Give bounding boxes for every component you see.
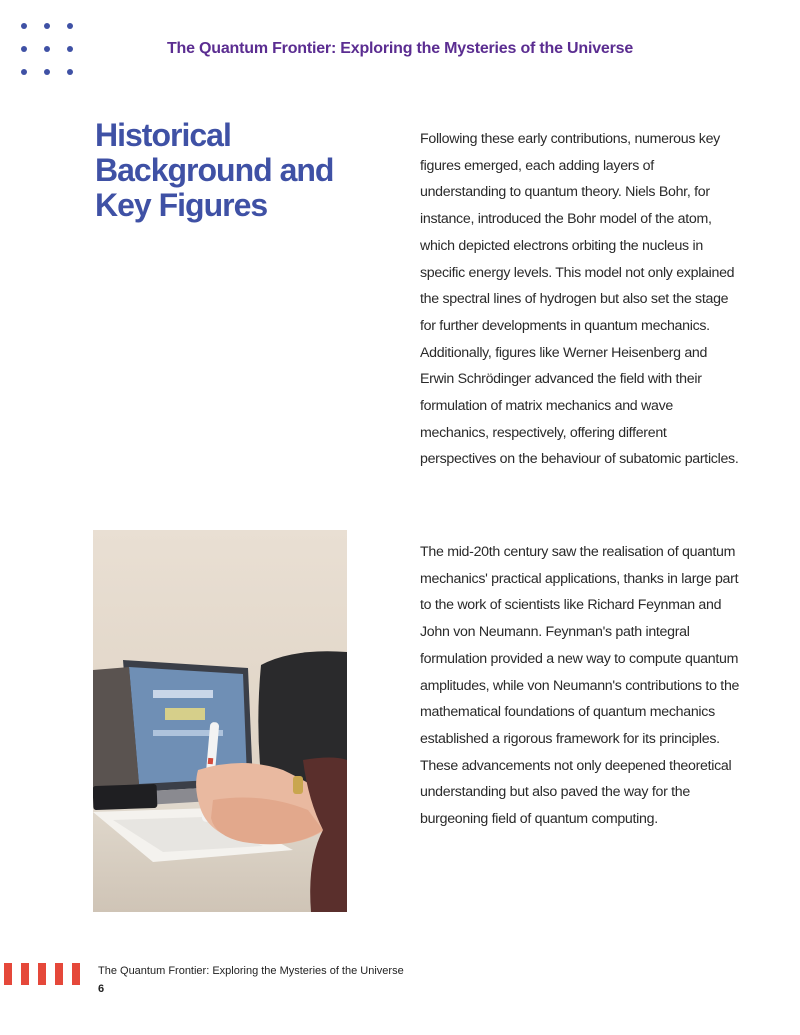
striped-bars-icon <box>4 963 80 985</box>
body-paragraph-1: Following these early contributions, numerous key figures emerged, each adding layers of understanding to quantum theory. Niels Bohr, for instance, introduced the Bohr model of the atom, which depicted electrons orbiting the nucleus in specific energy levels. This model not only explained the spectral lines of hydrogen but also set the stage for further developments in quantum mechanics. Additionally, figures like Werner Heisenberg and Erwin Schrödinger advanced the field with their formulation of matrix mechanics and wave mechanics, respectively, offering different perspectives on the behaviour of subatomic particles. <box>420 131 739 468</box>
body-paragraph-2: The mid-20th century saw the realisation of quantum mechanics' practical applications, thanks in large part to the work of scientists like Richard Feynman and John von Neumann. Feynman's path integral formulation provided a new way to compute quantum amplitudes, while von Neumann's contributions to the mathematical foundations of quantum mechanics established a rigorous framework for its principles. These advancements not only deepened theoretical understanding but also paved the way for the burgeoning field of quantum computing. <box>420 544 740 828</box>
footer-title: The Quantum Frontier: Exploring the Mysteries of the Universe <box>98 965 404 977</box>
header-title: The Quantum Frontier: Exploring the Mysteries of the Universe <box>166 40 634 57</box>
section-heading: Historical Background and Key Figures <box>95 117 334 223</box>
photo-hand-writing-at-laptop <box>93 530 347 912</box>
page-number: 6 <box>98 983 105 995</box>
